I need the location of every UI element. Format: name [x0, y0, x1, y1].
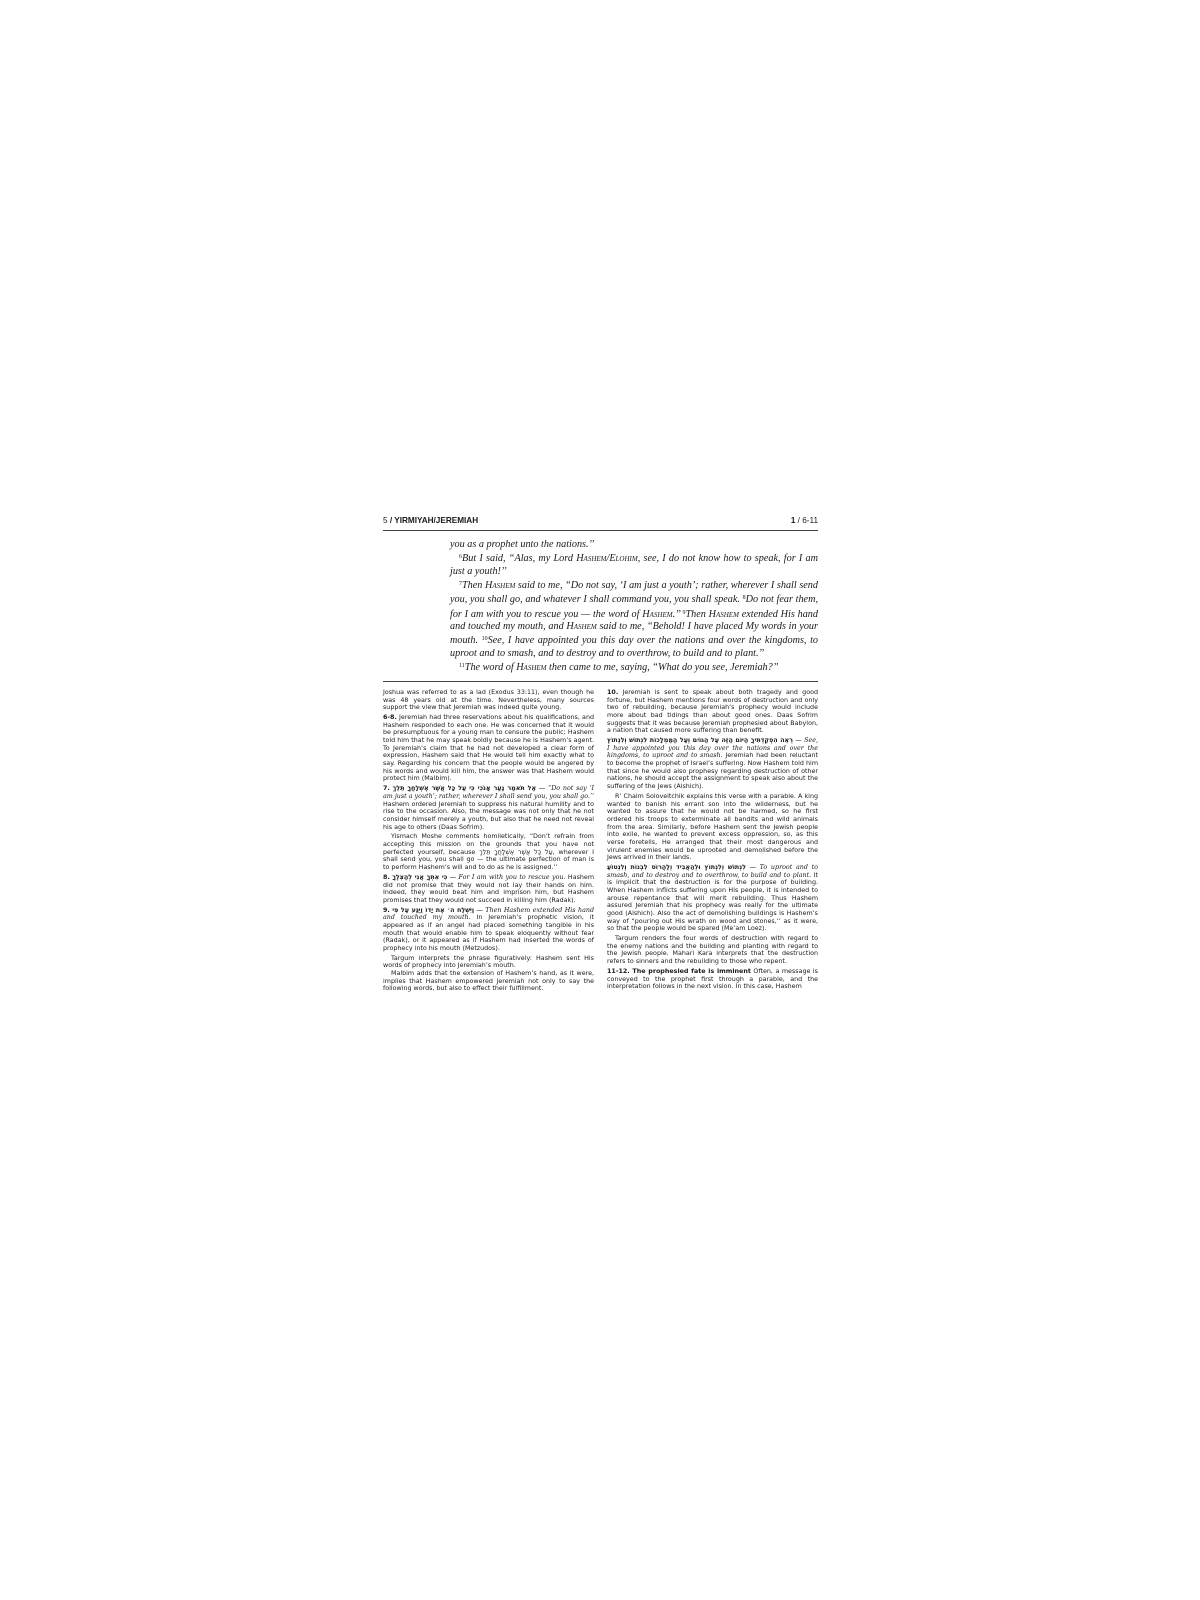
verse-ref: 7.: [383, 785, 390, 793]
commentary-text: Hashem did not promise that they would not lay their hands on him. Indeed, they would beat him and imprison him, but Hashem promises that they would not succeed in killing him (Radak).: [383, 873, 594, 904]
divine-name: Hashem/Elohim: [576, 553, 638, 565]
book-title: YIRMIYAH/JEREMIAH: [394, 516, 479, 525]
translation-quote: — See, I have appointed you this day over the nations and over the kingdoms, to uproot and to smash.: [607, 737, 818, 760]
commentary-text: Jeremiah is sent to speak about both tragedy and good fortune, but Hashem mentions four words of destruction and only two of rebuilding, because Jeremiah’s prophecy would include more about bad tidings than about good ones. Daas Sofrim suggests that it was because Jeremiah prophesied about Babylon, a nation that caused more suffering than benefit.: [607, 689, 818, 735]
commentary-paragraph: [383, 714, 594, 783]
commentary-paragraph: Joshua was referred to as a lad (Exodus 33:11), even though he was 48 years old at the time. Nevertheless, many sources support the view that Jeremiah was indeed quite young.: [383, 689, 594, 712]
verse-9-text-a: Then: [685, 608, 709, 620]
commentary-paragraph: Targum interprets the phrase figuratively: Hashem sent His words of prophecy into Jeremiah’s mouth.: [383, 954, 594, 970]
verse-6: [450, 551, 818, 578]
commentary-paragraph: [383, 907, 594, 953]
hebrew-quote: לִנְתוֹשׁ וְלִנְתוֹץ וּלְהַאֲבִיד וְלַהֲרוֹס לִבְנוֹת וְלִנְטוֹעַ: [607, 864, 746, 871]
verse-8-text-a: Do not fear them, for I am with you to rescue you — the word of: [450, 594, 818, 620]
commentary-left-column: [383, 689, 594, 993]
commentary-paragraph: [383, 874, 594, 905]
divine-name: Hashem: [708, 608, 739, 620]
running-header: [383, 514, 818, 531]
commentary-paragraph: Yismach Moshe comments homiletically, “Don’t refrain from accepting this mission on the grounds that you have not perfected yourself, because עַל כָּל אֲשֶׁר אֶשְׁלָחֲךָ תֵּלֵךְ, wherever I shall send you, you shall go — the ultimate perfection of man is to perform Hashem’s will and to do as he is assigned.’’: [383, 833, 594, 871]
hebrew-quote: אַל תֹּאמַר נַעַר אָנֹכִי כִּי עַל כָּל אֲשֶׁר אֶשְׁלָחֲךָ תֵּלֵךְ: [392, 785, 537, 793]
commentary-paragraph: [607, 737, 818, 791]
verse-6-text-a: But I said, “Alas, my Lord: [462, 553, 577, 565]
section-divider: [383, 681, 818, 682]
translation-quote: — “Do not say ‘I am just a youth’; rather, wherever I shall send you, you shall go.’’: [383, 785, 594, 800]
header-right: [791, 516, 818, 525]
verse-9-text-b: extended His hand and touched my mouth, and: [450, 608, 818, 633]
commentary-right-column: [607, 689, 818, 993]
hebrew-quote: וַיִּשְׁלַח ה׳ אֶת יָדוֹ וַיַּגַּע עַל פִּי: [392, 906, 475, 914]
commentary-paragraph: [607, 864, 818, 933]
verse-range: 6-11: [802, 516, 818, 525]
verse-8-text-b: .’’: [672, 608, 683, 620]
verse-7-text-a: Then: [462, 580, 485, 592]
verse-7-10: [450, 578, 818, 660]
header-separator: /: [387, 516, 395, 525]
translation-quote: — For I am with you to rescue you.: [447, 873, 566, 881]
commentary-text: Jeremiah had three reservations about his qualifications, and Hashem responded to each one. He was concerned that it would be presumptuous for a young man to censure the public; Hashem told him that he may speak boldly because he is Hashem’s agent. To Jeremiah’s claim that he had not developed a clear form of expression, Hashem said that He would tell him exactly what to say. Regarding his concern that the people would be angered by his words and would kill him, the answer was that Hashem would protect him (Malbim).: [383, 714, 594, 783]
verse-11: [450, 660, 818, 674]
verse-5-end: you as a prophet unto the nations.’’: [450, 539, 595, 550]
verse-ref: 6-8.: [383, 714, 397, 722]
translation-quote: — To uproot and to smash, and to destroy and to overthrow, to build and to plant.: [607, 864, 818, 879]
section-heading: 11-12. The prophesied fate is imminent: [607, 967, 751, 975]
divine-name: Hashem: [485, 580, 516, 592]
commentary-paragraph: Targum renders the four words of destruction with regard to the enemy nations and the building and planting with regard to the Jewish people. Mahari Kara interprets that the destruction refers to sinners and the rebuilding to those who repent.: [607, 935, 818, 966]
verse-num-8: 8: [742, 595, 746, 602]
divine-name: Hashem: [642, 608, 673, 620]
verse-ref: 8.: [383, 873, 390, 881]
commentary-paragraph: R’ Chaim Soloveitchik explains this verse with a parable. A king wanted to banish his errant son into the wilderness, but he wanted to assure that he would not be harmed, so he first ordered his troops to exterminate all bandits and wild animals from the area. Similarly, before Hashem sent the Jewish people into exile, he wanted to prevent excess oppression, so, as this verse foretells, He arranged that their most dangerous and virulent enemies would be uprooted and demolished before the Jews arrived in their lands.: [607, 792, 818, 862]
translation-quote: — Then Hashem extended His hand and touched my mouth.: [383, 906, 594, 922]
book-page: [383, 514, 818, 1089]
verse-ref: 9.: [383, 906, 390, 914]
verse-num-11: 11: [459, 663, 465, 670]
chapter-number: 1: [790, 516, 796, 525]
commentary-text: Jeremiah had been reluctant to become the prophet of Israel’s suffering. Now Hashem told him that since he would also prophesy regarding destruction of other nations, he should accept the assignment to speak also about the suffering of the Jews (Alshich).: [607, 752, 819, 791]
commentary-text: In Jeremiah’s prophetic vision, it appeared as if an angel had placed something tangible in his mouth that would enable him to speak eloquently without fear (Radak), or it appeared as if Hashem had inserted the words of prophecy into his mouth (Metzudos).: [383, 914, 595, 952]
verse-11-text-b: then came to me, saying, “What do you see, Jeremiah?’’: [546, 662, 779, 674]
verse-6-text-b: , see, I do not know how to speak, for I am just a youth!’’: [450, 553, 818, 577]
verse-ref: 10.: [607, 689, 619, 696]
divine-name: Hashem: [566, 621, 597, 633]
commentary-paragraph: [383, 785, 594, 831]
verse-text: [450, 539, 818, 674]
verse-11-text-a: The word of: [464, 662, 517, 674]
verse-num-7: 7: [459, 581, 462, 588]
commentary-paragraph: Malbim adds that the extension of Hashem’s hand, as it were, implies that Hashem empowered Jeremiah not only to say the following words, but also to effect their fulfillment.: [383, 970, 594, 993]
hebrew-quote: רְאֵה הִפְקַדְתִּיךָ הַיּוֹם הַזֶּה עַל הַגּוֹיִם וְעַל הַמַּמְלָכוֹת לִנְתוֹשׁ וְלִנְתוֹץ: [607, 737, 793, 745]
verse-num-9: 9: [682, 609, 686, 616]
header-left: [383, 516, 478, 525]
verse-9-text-c: said to me, “Behold! I have placed My words in your mouth.: [450, 621, 818, 647]
verse-10-text: See, I have appointed you this day over the nations and over the kingdoms, to uproot and to smash, and to destroy and to overthrow, to build and to plant.’’: [450, 635, 818, 659]
verse-num-6: 6: [459, 554, 462, 561]
verse-7-text-b: said to me, “Do not say, ‘I am just a youth’; rather, wherever I shall send you, you shall go, and whatever I shall command you, you shall speak.: [450, 580, 818, 606]
verse-num-10: 10: [481, 636, 488, 643]
commentary-paragraph: [607, 968, 818, 991]
commentary-text: It is implicit that the destruction is for the purpose of building. When Hashem inflicts suffering upon His people, it is intended to arouse repentance that will merit rebuilding. Thus Hashem assured Jeremiah that his prophecy was really for the ultimate good (Alshich). Also the act of demolishing buildings is Hashem’s way of “pouring out His wrath on wood and stones,’’ as it were, so that the people would be spared (Me’am Loez).: [607, 871, 818, 933]
commentary-paragraph: [607, 689, 818, 735]
commentary-text: Hashem ordered Jeremiah to suppress his natural humility and to rise to the occasion. Also, the message was not only that he not consider himself merely a youth, but also that he need not reveal his age to others (Daas Sofrim).: [383, 800, 594, 831]
hebrew-quote: כִּי אִתְּךָ אֲנִי לְהַצִּלֶךָ: [392, 873, 448, 881]
divine-name: Hashem: [516, 662, 547, 674]
commentary-text: Often, a message is conveyed to the prophet first through a parable, and the interpretation follows in the next vision. In this case, Hashem: [607, 967, 818, 991]
page-number: 5: [383, 516, 388, 525]
header-separator-right: /: [795, 516, 803, 525]
